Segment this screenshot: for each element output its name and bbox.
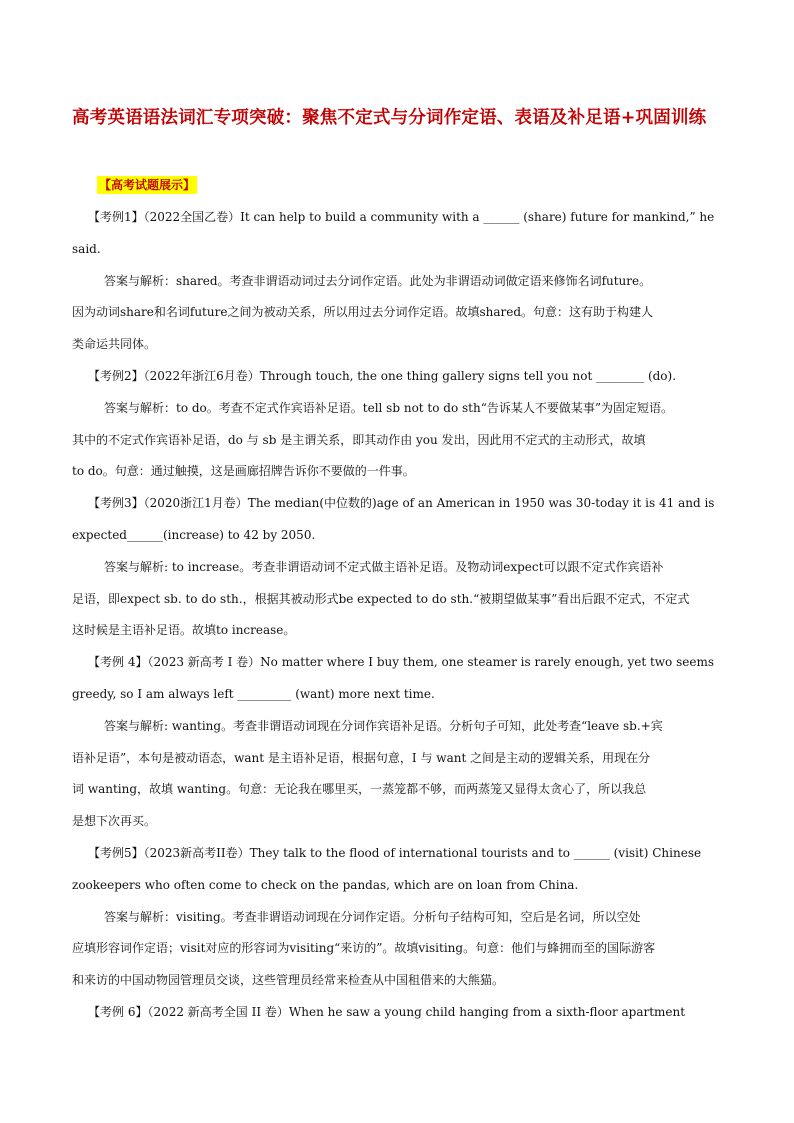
example-1-answer-line-3: 类命运共同体。 [72,337,157,352]
example-4-answer-line-3: 词 wanting，故填 wanting。句意：无论我在哪里买，一蒸笼都不够，而两蒸笼又显得太贪心了，所以我总 [72,782,647,797]
example-5-answer-line-1: 答案与解析：visiting。考查非谓语动词现在分词作定语。分析句子结构可知，空后是名词，所以空处 [104,909,641,924]
example-3-question-line-2: expected______(increase) to 42 by 2050. [72,527,316,542]
example-1-answer-line-2: 因为动词share和名词future之间为被动关系，所以用过去分词作定语。故填shared。句意：这有助于构建人 [72,305,654,320]
example-4-answer-line-1: 答案与解析: wanting。考查非谓语动词现在分词作宾语补足语。分析句子可知，此处考查“leave sb.+宾 [104,718,663,733]
example-2-answer-line-2: 其中的不定式作宾语补足语，do 与 sb 是主谓关系，即其动作由 you 发出，因此用不定式的主动形式，故填 [72,432,646,447]
example-1-answer-line-1: 答案与解析：shared。考查非谓语动词过去分词作定语。此处为非谓语动词做定语来修饰名词future。 [104,273,652,288]
example-5-answer-line-3: 和来访的中国动物园管理员交谈，这些管理员经常来检查从中国租借来的大熊猫。 [72,973,505,988]
example-2-question-line-1: 【考例2】（2022年浙江6月卷）Through touch, the one thing gallery signs tell you not ________ (do). [88,368,677,383]
example-4-answer-line-4: 是想下次再买。 [72,814,157,829]
example-3-answer-line-1: 答案与解析: to increase。考查非谓语动词不定式做主语补足语。及物动词expect可以跟不定式作宾语补 [104,559,664,574]
example-6-question-line-1: 【考例 6】（2022 新高考全国 II 卷）When he saw a young child hanging from a sixth-floor apartment [88,1004,686,1019]
example-5-answer-line-2: 应填形容词作定语；visit对应的形容词为visiting“来访的”。故填visiting。句意：他们与蜂拥而至的国际游客 [72,941,656,956]
example-3-answer-line-3: 这时候是主语补足语。故填to increase。 [72,623,296,638]
example-1-question-line-1: 【考例1】（2022全国乙卷）It can help to build a community with a ______ (share) future for mankind,” he [88,210,715,224]
example-4-answer-line-2: 语补足语”，本句是被动语态，want 是主语补足语，根据句意，I 与 want 之间是主动的逻辑关系，用现在分 [72,750,651,765]
example-5-question-line-1: 【考例5】（2023新高考II卷）They talk to the flood of international tourists and to ______ (visit) Chinese [88,845,702,860]
document-body [72,202,722,1029]
document-title: 高考英语语法词汇专项突破：聚焦不定式与分词作定语、表语及补足语+巩固训练 [72,108,707,128]
example-3-question-line-1: 【考例3】（2020浙江1月卷）The median(中位数的)age of an American in 1950 was 30-today it is 41 and is [88,496,715,511]
example-4-question-line-2: greedy, so I am always left _________ (want) more next time. [72,686,435,701]
example-5-question-line-2: zookeepers who often come to check on the pandas, which are on loan from China. [72,877,579,892]
section-label: 【高考试题展示】 [99,178,196,192]
example-4-question-line-1: 【考例 4】（2023 新高考 I 卷）No matter where I buy them, one steamer is rarely enough, yet two seems [88,655,714,670]
example-2-answer-line-3: to do。句意：通过触摸，这是画廊招牌告诉你不要做的一件事。 [72,464,415,479]
example-1-question-line-2: said. [72,241,101,256]
example-3-answer-line-2: 足语，即expect sb. to do sth.，根据其被动形式be expected to do sth.“被期望做某事”看出后跟不定式，不定式 [72,591,690,606]
example-2-answer-line-1: 答案与解析：to do。考查不定式作宾语补足语。tell sb not to do sth“告诉某人不要做某事”为固定短语。 [104,400,673,415]
